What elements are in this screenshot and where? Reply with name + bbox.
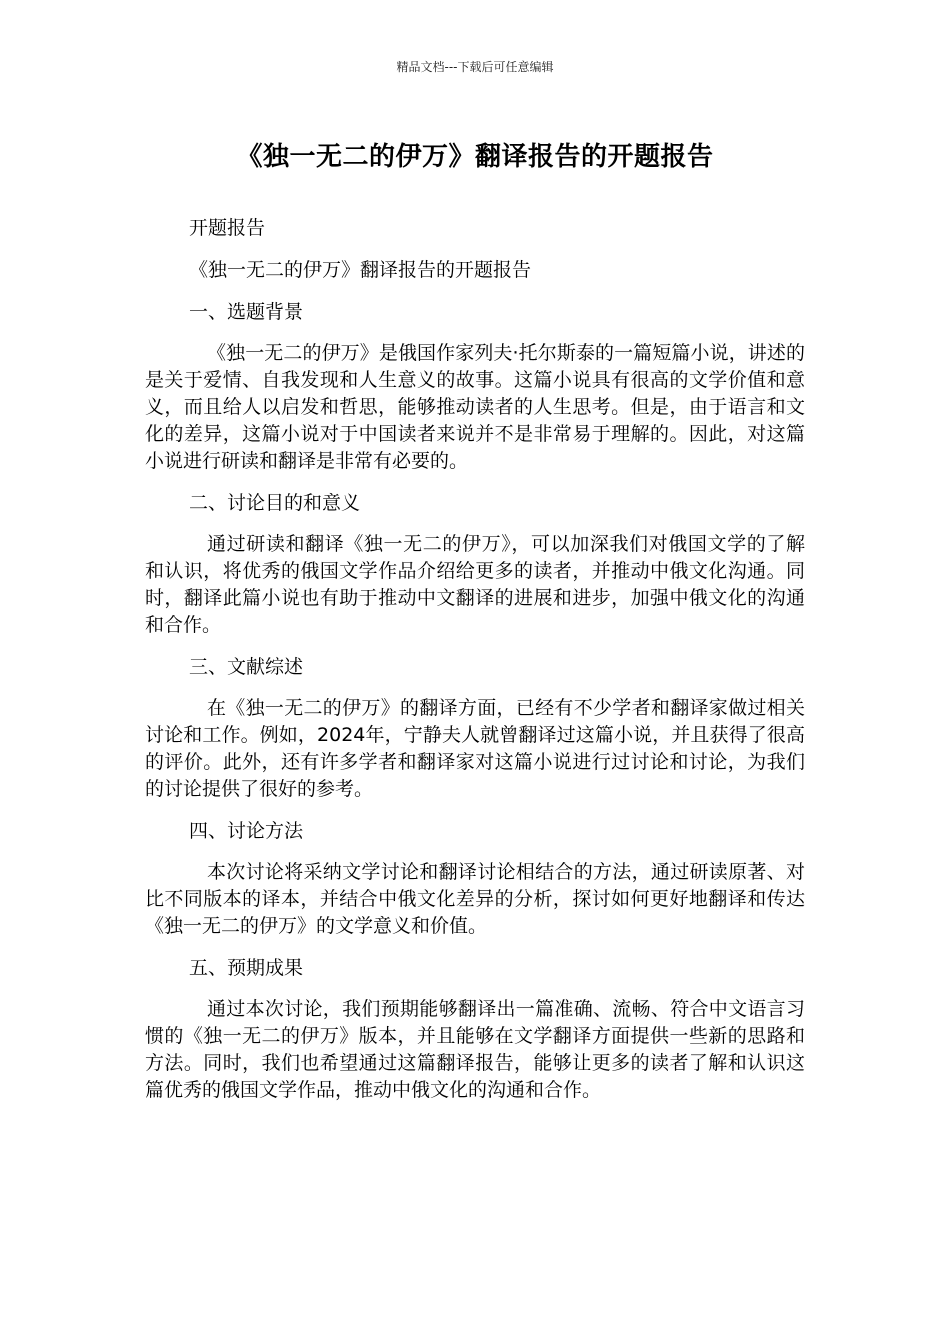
document-title: 《独一无二的伊万》翻译报告的开题报告 — [236, 142, 714, 172]
section-text-purpose: 通过研读和翻译《独一无二的伊万》，可以加深我们对俄国文学的了解和认识，将优秀的俄国文学作品介绍给更多的读者，并推动中俄文化沟通。同时，翻译此篇小说也有助于推动中文翻译的进展和进步，加强中俄文化的沟通和合作。 — [145, 533, 805, 636]
section-heading-literature-review: 三、文献综述 — [189, 656, 304, 678]
section-text-literature-review: 在《独一无二的伊万》的翻译方面，已经有不少学者和翻译家做过相关讨论和工作。例如，2024年，宁静夫人就曾翻译过这篇小说，并且获得了很高的评价。此外，还有许多学者和翻译家对这篇小说进行过讨论和讨论，为我们的讨论提供了很好的参考。 — [145, 697, 805, 800]
section-text-expected-results: 通过本次讨论，我们预期能够翻译出一篇准确、流畅、符合中文语言习惯的《独一无二的伊万》版本，并且能够在文学翻译方面提供一些新的思路和方法。同时，我们也希望通过这篇翻译报告，能够让更多的读者了解和认识这篇优秀的俄国文学作品，推动中俄文化的沟通和合作。 — [145, 998, 805, 1101]
header-note: 精品文档---下载后可任意编辑 — [396, 60, 554, 74]
document-body — [145, 214, 805, 1118]
section-heading-background: 一、选题背景 — [189, 301, 304, 323]
section-heading-purpose: 二、讨论目的和意义 — [189, 492, 361, 514]
report-subtitle: 《独一无二的伊万》翻译报告的开题报告 — [189, 259, 532, 281]
section-text-method: 本次讨论将采纳文学讨论和翻译讨论相结合的方法，通过研读原著、对比不同版本的译本，并结合中俄文化差异的分析，探讨如何更好地翻译和传达《独一无二的伊万》的文学意义和价值。 — [145, 861, 805, 937]
section-text-background: 《独一无二的伊万》是俄国作家列夫·托尔斯泰的一篇短篇小说，讲述的是关于爱情、自我发现和人生意义的故事。这篇小说具有很高的文学价值和意义，而且给人以启发和哲思，能够推动读者的人生思考。但是，由于语言和文化的差异，这篇小说对于中国读者来说并不是非常易于理解的。因此，对这篇小说进行研读和翻译是非常有必要的。 — [145, 342, 805, 472]
section-heading-expected-results: 五、预期成果 — [189, 957, 304, 979]
section-heading-method: 四、讨论方法 — [189, 820, 304, 842]
report-label: 开题报告 — [189, 217, 266, 239]
